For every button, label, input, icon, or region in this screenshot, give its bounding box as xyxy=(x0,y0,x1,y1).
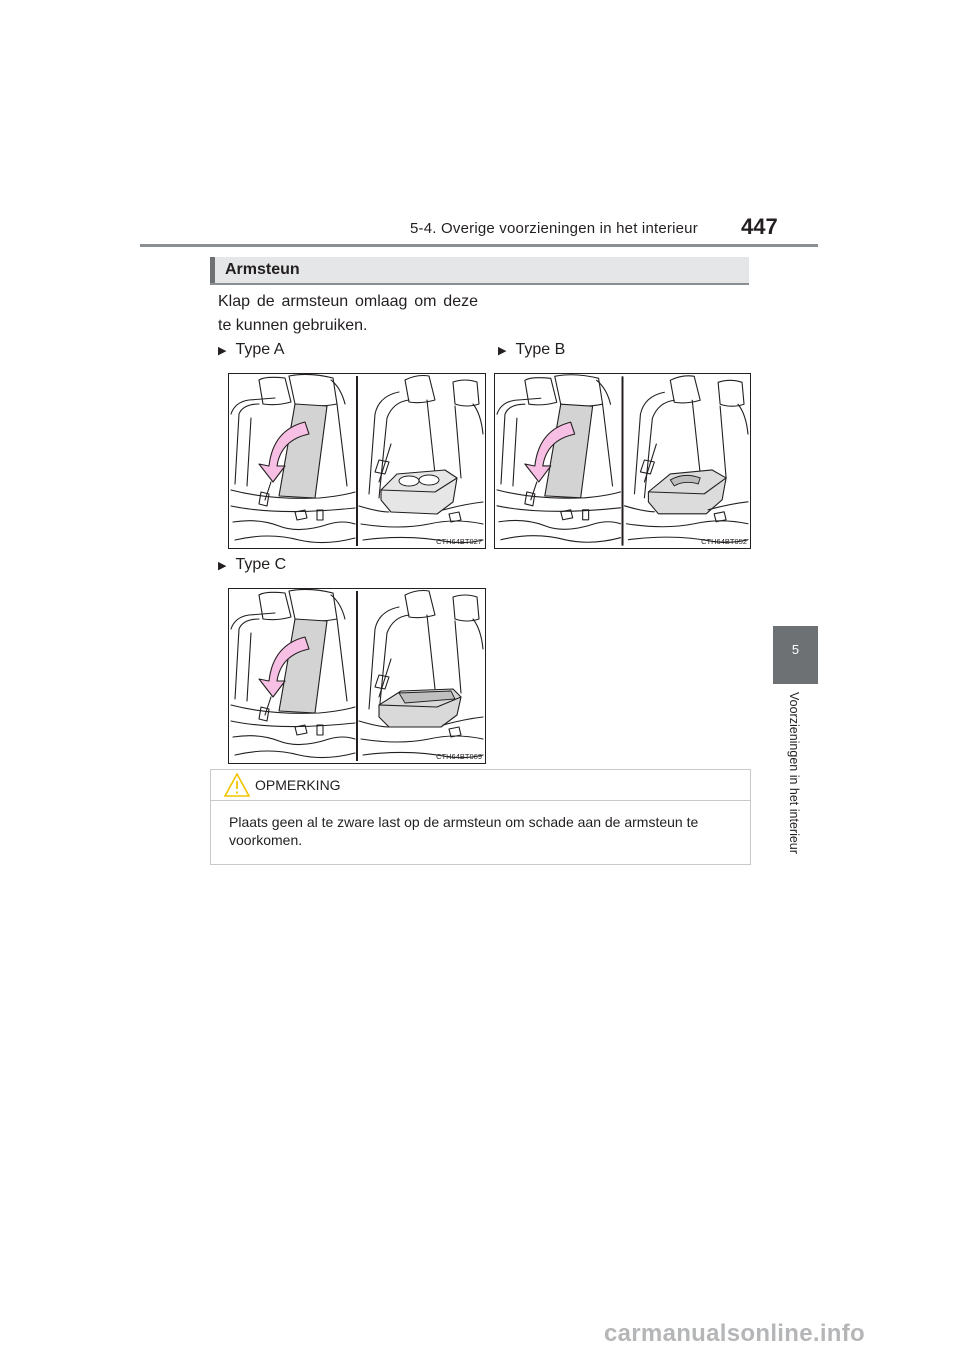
headrest-left xyxy=(670,376,700,403)
headrest-center xyxy=(289,374,337,406)
notice-header xyxy=(211,770,750,801)
seat-belt-buckle xyxy=(525,482,537,506)
floor-line xyxy=(361,736,483,742)
type-a-text: Type A xyxy=(235,341,285,358)
seat-hook xyxy=(317,510,323,520)
seat-outline xyxy=(427,615,435,689)
seat-outline xyxy=(497,398,541,414)
floor-line xyxy=(233,736,355,745)
headrest-right xyxy=(453,380,479,406)
seat-outline xyxy=(603,404,613,486)
cup-holder xyxy=(419,475,439,485)
seat-outline xyxy=(427,400,435,474)
armrest-area xyxy=(545,404,593,498)
seat-outline xyxy=(738,404,748,434)
triangle-bullet-icon: ▶ xyxy=(218,344,227,357)
intro-text: Klap de armsteun omlaag om deze te kunnen gebruiken. xyxy=(218,293,478,334)
cup-holder xyxy=(399,476,419,486)
seat-outline xyxy=(501,404,525,484)
seat-outline xyxy=(331,380,345,404)
floor-line xyxy=(501,536,621,543)
seat-outline xyxy=(513,418,517,486)
notice-text: Plaats geen al te zware last op de armsteun om schade aan de armsteun te voorkomen. xyxy=(229,814,699,848)
seat-cushion xyxy=(231,721,355,727)
headrest-left xyxy=(405,376,435,403)
chapter-side-title: Voorzieningen in het interieur xyxy=(787,692,801,854)
seat-cushion xyxy=(497,506,621,512)
notice-box xyxy=(210,769,751,865)
illustration-code: CTH64BT069 xyxy=(436,752,482,761)
triangle-bullet-icon: ▶ xyxy=(498,344,507,357)
seat-outline xyxy=(231,613,275,629)
type-a-label xyxy=(218,341,284,359)
headrest-center xyxy=(555,375,603,406)
seat-outline xyxy=(473,404,483,434)
section-heading-bar xyxy=(210,257,749,285)
floor-line xyxy=(361,521,483,527)
headrest-right xyxy=(718,380,744,406)
armrest-area xyxy=(279,619,327,713)
chapter-number: 5 xyxy=(791,642,800,657)
floor-line xyxy=(626,521,748,527)
rear-seat-armrest-illustration-a xyxy=(229,374,485,548)
seat-outline xyxy=(473,619,483,649)
rear-seat-armrest-illustration-c xyxy=(229,589,485,763)
seat-outline xyxy=(247,418,251,486)
floor-line xyxy=(235,751,355,758)
notice-title: OPMERKING xyxy=(255,777,341,793)
seat-outline xyxy=(692,400,700,474)
illustration-type-c xyxy=(228,588,486,764)
seat-outline xyxy=(331,595,345,619)
header-rule xyxy=(140,244,818,247)
floor-line xyxy=(499,520,621,529)
seat-outline xyxy=(337,404,347,486)
type-c-label xyxy=(218,556,286,574)
type-b-text: Type B xyxy=(515,341,566,358)
seat-outline xyxy=(235,404,259,484)
headrest-left xyxy=(259,592,291,619)
headrest-left xyxy=(525,378,557,405)
section-heading-accent xyxy=(210,257,215,283)
headrest-left xyxy=(259,377,291,404)
triangle-bullet-icon: ▶ xyxy=(218,559,227,572)
seat-outline xyxy=(455,406,461,478)
warning-triangle-icon xyxy=(224,773,250,797)
armrest-down xyxy=(381,470,457,514)
seat-outline xyxy=(455,621,461,693)
seat-cushion xyxy=(359,506,389,512)
headrest-right xyxy=(453,595,479,621)
illustration-code: CTH64BT052 xyxy=(701,537,747,546)
illustration-code: CTH64BT027 xyxy=(436,537,482,546)
section-title: Armsteun xyxy=(225,261,300,278)
seat-outline xyxy=(720,406,726,478)
seat-belt-buckle xyxy=(259,482,271,506)
type-b-label xyxy=(498,341,565,359)
seat-belt-buckle xyxy=(259,697,271,721)
headrest-center xyxy=(289,589,337,621)
seat-outline xyxy=(231,398,275,414)
chapter-tab xyxy=(773,626,818,684)
seat-outline xyxy=(597,380,611,404)
armrest-area xyxy=(279,404,327,498)
floor-line xyxy=(233,521,355,530)
seat-hook xyxy=(583,510,589,520)
seat-outline xyxy=(337,619,347,701)
watermark-text: carmanualsonline.info xyxy=(604,1320,866,1347)
seat-cushion xyxy=(624,506,654,512)
chapter-header-title: 5-4. Overige voorzieningen in het interieur xyxy=(410,220,698,237)
page-number: 447 xyxy=(741,214,778,239)
illustration-type-b xyxy=(494,373,751,549)
seat-hook xyxy=(317,725,323,735)
seat-outline xyxy=(247,633,251,701)
headrest-left xyxy=(405,591,435,618)
rear-seat-armrest-illustration-b xyxy=(495,374,750,548)
floor-line xyxy=(235,536,355,543)
illustration-type-a xyxy=(228,373,486,549)
type-c-text: Type C xyxy=(235,556,287,573)
seat-cushion xyxy=(231,506,355,512)
seat-outline xyxy=(235,619,259,699)
